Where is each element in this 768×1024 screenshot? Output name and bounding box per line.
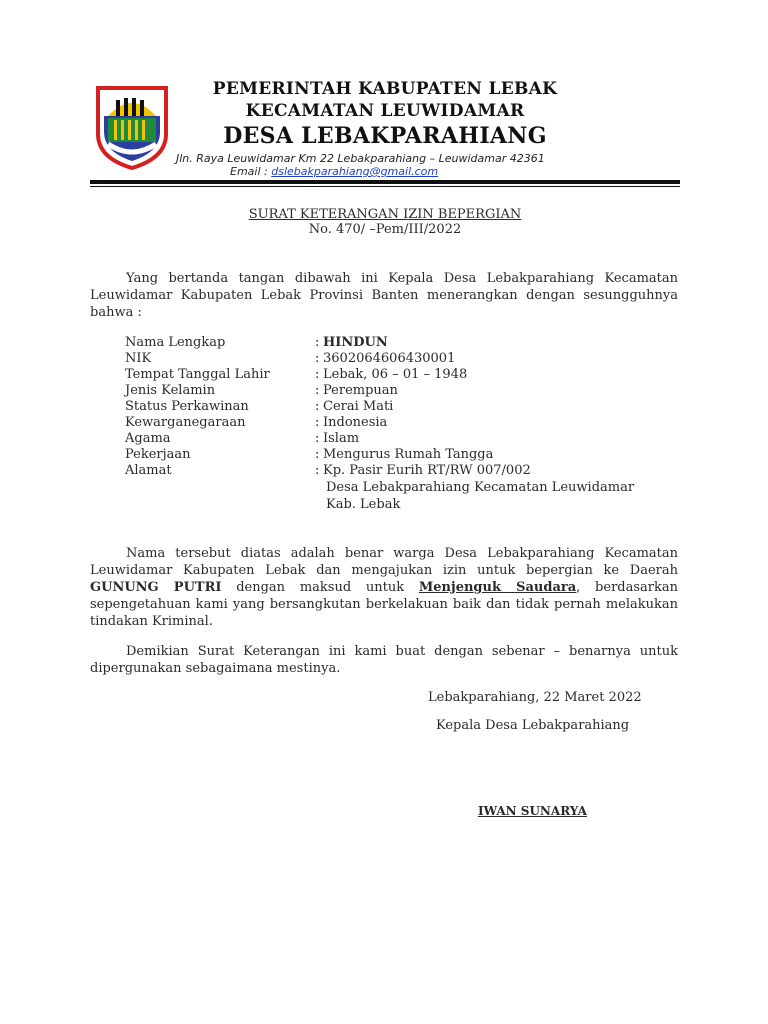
identity-label: Pekerjaan <box>125 447 191 462</box>
intro-paragraph: Yang bertanda tangan dibawah ini Kepala Desa Lebakparahiang Kecamatan Leuwidamar Kabupaten Lebak Provinsi Banten menerangkan dengan sesungguhnya bahwa : <box>90 271 678 320</box>
identity-value: Indonesia <box>323 415 388 430</box>
identity-row <box>125 383 685 399</box>
signatory-position: Kepala Desa Lebakparahiang <box>436 718 630 733</box>
email-label: Email : <box>230 165 268 178</box>
identity-colon: : <box>315 415 320 430</box>
identity-colon: : <box>315 335 320 350</box>
travel-purpose: Menjenguk Saudara <box>418 580 577 595</box>
identity-row <box>125 367 685 383</box>
destination: GUNUNG PUTRI <box>90 580 222 595</box>
identity-row <box>125 447 685 463</box>
identity-row <box>125 431 685 447</box>
village-name: DESA LEBAKPARAHIANG <box>223 123 547 149</box>
identity-colon: : <box>315 447 320 462</box>
lebak-regency-crest-icon <box>94 82 170 170</box>
identity-row <box>125 399 685 415</box>
letterhead-rule-thick <box>90 180 680 184</box>
address-continuation: Desa Lebakparahiang Kecamatan Leuwidamar <box>326 480 635 495</box>
identity-label: Nama Lengkap <box>125 335 226 350</box>
identity-label: Status Perkawinan <box>125 399 249 414</box>
email-link[interactable]: dslebakparahiang@gmail.com <box>271 165 439 178</box>
identity-label: NIK <box>125 351 152 366</box>
identity-value: Lebak, 06 – 01 – 1948 <box>323 367 468 382</box>
signature-place-date: Lebakparahiang, 22 Maret 2022 <box>428 690 642 705</box>
identity-label: Kewarganegaraan <box>125 415 246 430</box>
identity-value: 3602064606430001 <box>323 351 456 366</box>
letterhead-rule-thin <box>90 186 680 187</box>
identity-colon: : <box>315 431 320 446</box>
office-address: Jln. Raya Leuwidamar Km 22 Lebakparahiang – Leuwidamar 42361 <box>176 152 545 165</box>
government-name: PEMERINTAH KABUPATEN LEBAK <box>212 79 558 99</box>
statement-paragraph <box>90 545 678 630</box>
identity-row <box>125 415 685 431</box>
identity-label: Tempat Tanggal Lahir <box>125 367 270 382</box>
identity-value: HINDUN <box>323 335 388 350</box>
district-name: KECAMATAN LEUWIDAMAR <box>245 101 525 121</box>
statement-text: Nama tersebut diatas adalah benar warga Desa Lebakparahiang Kecamatan Leuwidamar Kabupaten Lebak dan mengajukan izin untuk bepergian ke Daerah <box>90 546 678 578</box>
identity-value: Mengurus Rumah Tangga <box>323 447 494 462</box>
identity-row <box>125 351 685 367</box>
statement-text: , berdasarkan sepengetahuan kami yang bersangkutan berkelakuan baik dan tidak pernah melakukan tindakan Kriminal. <box>90 580 678 629</box>
letter-number: No. 470/ –Pem/III/2022 <box>308 222 462 237</box>
identity-label: Jenis Kelamin <box>125 383 216 398</box>
identity-value: Cerai Mati <box>323 399 394 414</box>
statement-text: dengan maksud untuk <box>221 580 419 595</box>
identity-colon: : <box>315 463 320 478</box>
identity-row <box>125 335 685 351</box>
identity-value: Islam <box>323 431 360 446</box>
closing-paragraph: Demikian Surat Keterangan ini kami buat dengan sebenar – benarnya untuk dipergunakan sebagaimana mestinya. <box>90 644 678 676</box>
identity-label: Alamat <box>125 463 172 478</box>
identity-value: Perempuan <box>323 383 398 398</box>
identity-colon: : <box>315 383 320 398</box>
address-continuation: Kab. Lebak <box>326 497 401 512</box>
identity-colon: : <box>315 367 320 382</box>
identity-value: Kp. Pasir Eurih RT/RW 007/002 <box>323 463 531 478</box>
letter-title: SURAT KETERANGAN IZIN BEPERGIAN <box>248 207 522 222</box>
signatory-name: IWAN SUNARYA <box>478 804 587 818</box>
identity-row <box>125 463 685 479</box>
identity-colon: : <box>315 399 320 414</box>
email-row <box>230 165 560 178</box>
identity-colon: : <box>315 351 320 366</box>
identity-label: Agama <box>125 431 171 446</box>
